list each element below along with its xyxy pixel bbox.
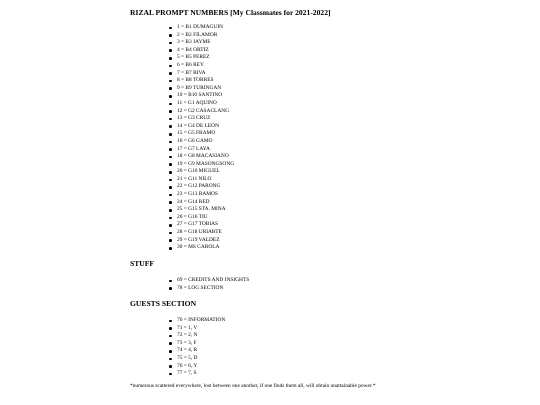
list-item: 75 = 5, D	[168, 355, 225, 363]
list-item: 74 = 4, R	[168, 347, 225, 355]
list-item: 73 = 3, F	[168, 340, 225, 348]
list-item: 69 = CREDITS AND INSIGHTS	[168, 277, 249, 285]
guests-list	[168, 317, 225, 378]
list-item: 20 = G10 MIGUEL	[168, 168, 234, 176]
list-item: 72 = 2, N	[168, 332, 225, 340]
list-item: 21 = G11 NILO	[168, 176, 234, 184]
list-item: 6 = B6 REY	[168, 62, 234, 70]
list-item: 2 = B2 FILAMOR	[168, 32, 234, 40]
list-item: 26 = G16 TIU	[168, 214, 234, 222]
footnote: *numerous scattered everywhere, lost between one another, if one finds them all, will obtain unattainable power.*	[130, 383, 376, 389]
classmates-list	[168, 24, 234, 252]
list-item: 12 = G2 CASACLANG	[168, 108, 234, 116]
page-title: RIZAL PROMPT NUMBERS [My Classmates for 2021-2022]	[130, 8, 331, 17]
list-item: 71 = 1, V	[168, 325, 225, 333]
list-item: 24 = G14 RED	[168, 199, 234, 207]
list-item: 18 = G8 MACASIANO	[168, 153, 234, 161]
list-item: 16 = G6 GAMO	[168, 138, 234, 146]
list-item: 15 = G5 FRAMO	[168, 130, 234, 138]
list-item: 4 = B4 ORTIZ	[168, 47, 234, 55]
list-item: 23 = G13 RAMOS	[168, 191, 234, 199]
list-item: 14 = G4 DE LEON	[168, 123, 234, 131]
list-item: 30 = MS CAROLA	[168, 244, 234, 252]
list-item: 8 = B8 TORRES	[168, 77, 234, 85]
list-item: 9 = B9 TURINGAN	[168, 85, 234, 93]
list-item: 28 = G18 URIARTE	[168, 229, 234, 237]
stuff-heading: STUFF	[130, 259, 155, 268]
list-item: 78 = LOG SECTION	[168, 285, 249, 293]
list-item: 70 = INFORMATION	[168, 317, 225, 325]
list-item: 17 = G7 LAYA	[168, 146, 234, 154]
list-item: 5 = B5 PEREZ	[168, 54, 234, 62]
list-item: 11 = G1 AQUINO	[168, 100, 234, 108]
list-item: 19 = G9 MASONGSONG	[168, 161, 234, 169]
guests-heading: GUESTS SECTION	[130, 299, 197, 308]
list-item: 22 = G12 PARONG	[168, 183, 234, 191]
list-item: 3 = B3 JAYME	[168, 39, 234, 47]
list-item: 29 = G19 VALDEZ	[168, 237, 234, 245]
list-item: 76 = 6, Y	[168, 363, 225, 371]
list-item: 1 = B1 DUMAGUIN	[168, 24, 234, 32]
list-item: 7 = B7 RIVA	[168, 70, 234, 78]
list-item: 25 = G15 STA. MINA	[168, 206, 234, 214]
list-item: 77 = 7, S	[168, 370, 225, 378]
list-item: 27 = G17 TOBIAS	[168, 221, 234, 229]
stuff-list	[168, 277, 249, 292]
list-item: 13 = G3 CRUZ	[168, 115, 234, 123]
list-item: 10 = B10 SANTINO	[168, 92, 234, 100]
